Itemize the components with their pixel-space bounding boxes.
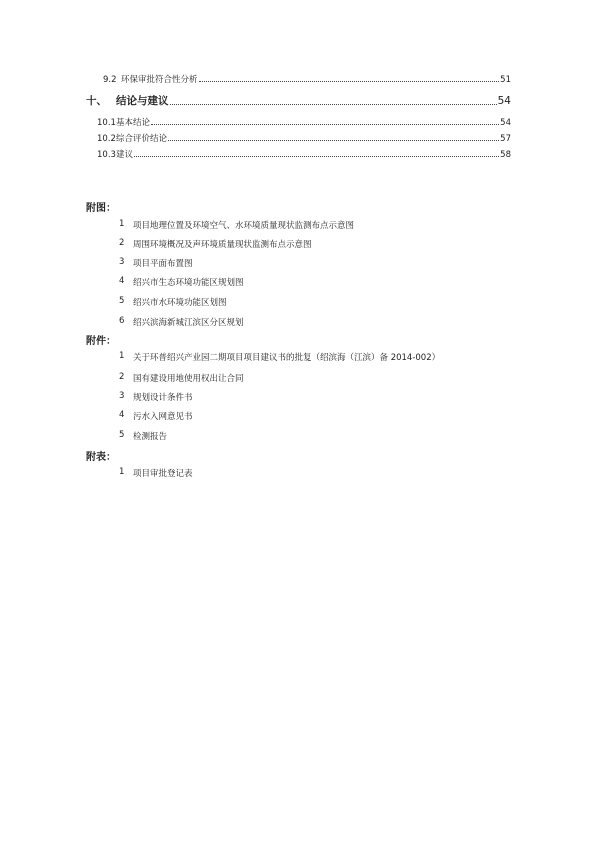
toc-entry-title: 结论与建议: [116, 95, 169, 107]
item-index: 5: [119, 296, 125, 306]
item-index: 4: [119, 410, 125, 420]
figure-list-item: [119, 238, 312, 250]
toc-entry-page: 54: [500, 118, 511, 128]
toc-entry-number: 十、: [86, 95, 107, 107]
toc-entry-number: 9.2: [103, 75, 117, 85]
toc-dot-leader: [168, 140, 499, 141]
toc-entry-9-2[interactable]: [103, 73, 511, 85]
tables-heading: 附表：: [86, 452, 116, 463]
attachments-heading: 附件：: [86, 336, 116, 347]
item-text: 检测报告: [133, 432, 168, 442]
item-index: 1: [119, 219, 125, 229]
item-text: 绍兴滨海新城江滨区分区规划: [133, 318, 244, 328]
toc-entry-title: 建议: [115, 150, 133, 160]
attachment-list-item: [119, 372, 244, 384]
attachment-list-item: [119, 410, 193, 422]
toc-entry-page: 58: [500, 150, 511, 160]
toc-dot-leader: [151, 124, 499, 125]
toc-entry-page: 51: [500, 75, 511, 85]
toc-entry-10-2[interactable]: [97, 132, 511, 144]
figure-list-item: [119, 219, 354, 231]
item-text: 规划设计条件书: [133, 393, 193, 403]
item-index: 1: [119, 351, 125, 361]
item-index: 1: [119, 467, 125, 477]
item-text: 污水入网意见书: [133, 412, 193, 422]
item-text: 项目平面布置图: [133, 259, 193, 269]
table-list-item: [119, 467, 193, 479]
item-index: 3: [119, 257, 125, 267]
item-index: 2: [119, 238, 125, 248]
item-text: 周围环境概况及声环境质量现状监测布点示意图: [133, 240, 312, 250]
item-text: 绍兴市水环境功能区划图: [133, 298, 227, 308]
attachment-list-item: [119, 391, 193, 403]
toc-entry-title: 基本结论: [115, 118, 150, 128]
item-text: 关于环普绍兴产业园二期项目项目建议书的批复（绍滨海（江滨）备 2014-002）: [133, 353, 441, 363]
figure-list-item: [119, 316, 244, 328]
item-text: 绍兴市生态环境功能区规划图: [133, 278, 244, 288]
figures-heading: 附图：: [86, 203, 116, 214]
toc-entry-number: 10.2: [97, 134, 116, 144]
toc-dot-leader: [134, 156, 499, 157]
item-text: 项目地理位置及环境空气、水环境质量现状监测布点示意图: [133, 221, 355, 231]
item-index: 5: [119, 430, 125, 440]
toc-dot-leader: [170, 104, 497, 105]
toc-entry-10-1[interactable]: [97, 116, 511, 128]
item-text: 国有建设用地使用权出让合同: [133, 374, 244, 384]
item-text: 项目审批登记表: [133, 469, 193, 479]
figure-list-item: [119, 257, 193, 269]
toc-entry-title: 环保审批符合性分析: [121, 75, 198, 85]
figure-list-item: [119, 296, 227, 308]
toc-entry-page: 57: [500, 134, 511, 144]
toc-entry-10[interactable]: [86, 93, 511, 108]
item-index: 4: [119, 276, 125, 286]
figure-list-item: [119, 276, 244, 288]
item-index: 6: [119, 316, 125, 326]
toc-entry-page: 54: [497, 95, 511, 107]
item-index: 2: [119, 372, 125, 382]
item-index: 3: [119, 391, 125, 401]
toc-entry-number: 10.1: [97, 118, 116, 128]
toc-entry-number: 10.3: [97, 150, 116, 160]
toc-entry-10-3[interactable]: [97, 148, 511, 160]
toc-entry-title: 综合评价结论: [115, 134, 167, 144]
toc-dot-leader: [199, 81, 500, 82]
attachment-list-item: [119, 351, 440, 363]
attachment-list-item: [119, 430, 167, 442]
